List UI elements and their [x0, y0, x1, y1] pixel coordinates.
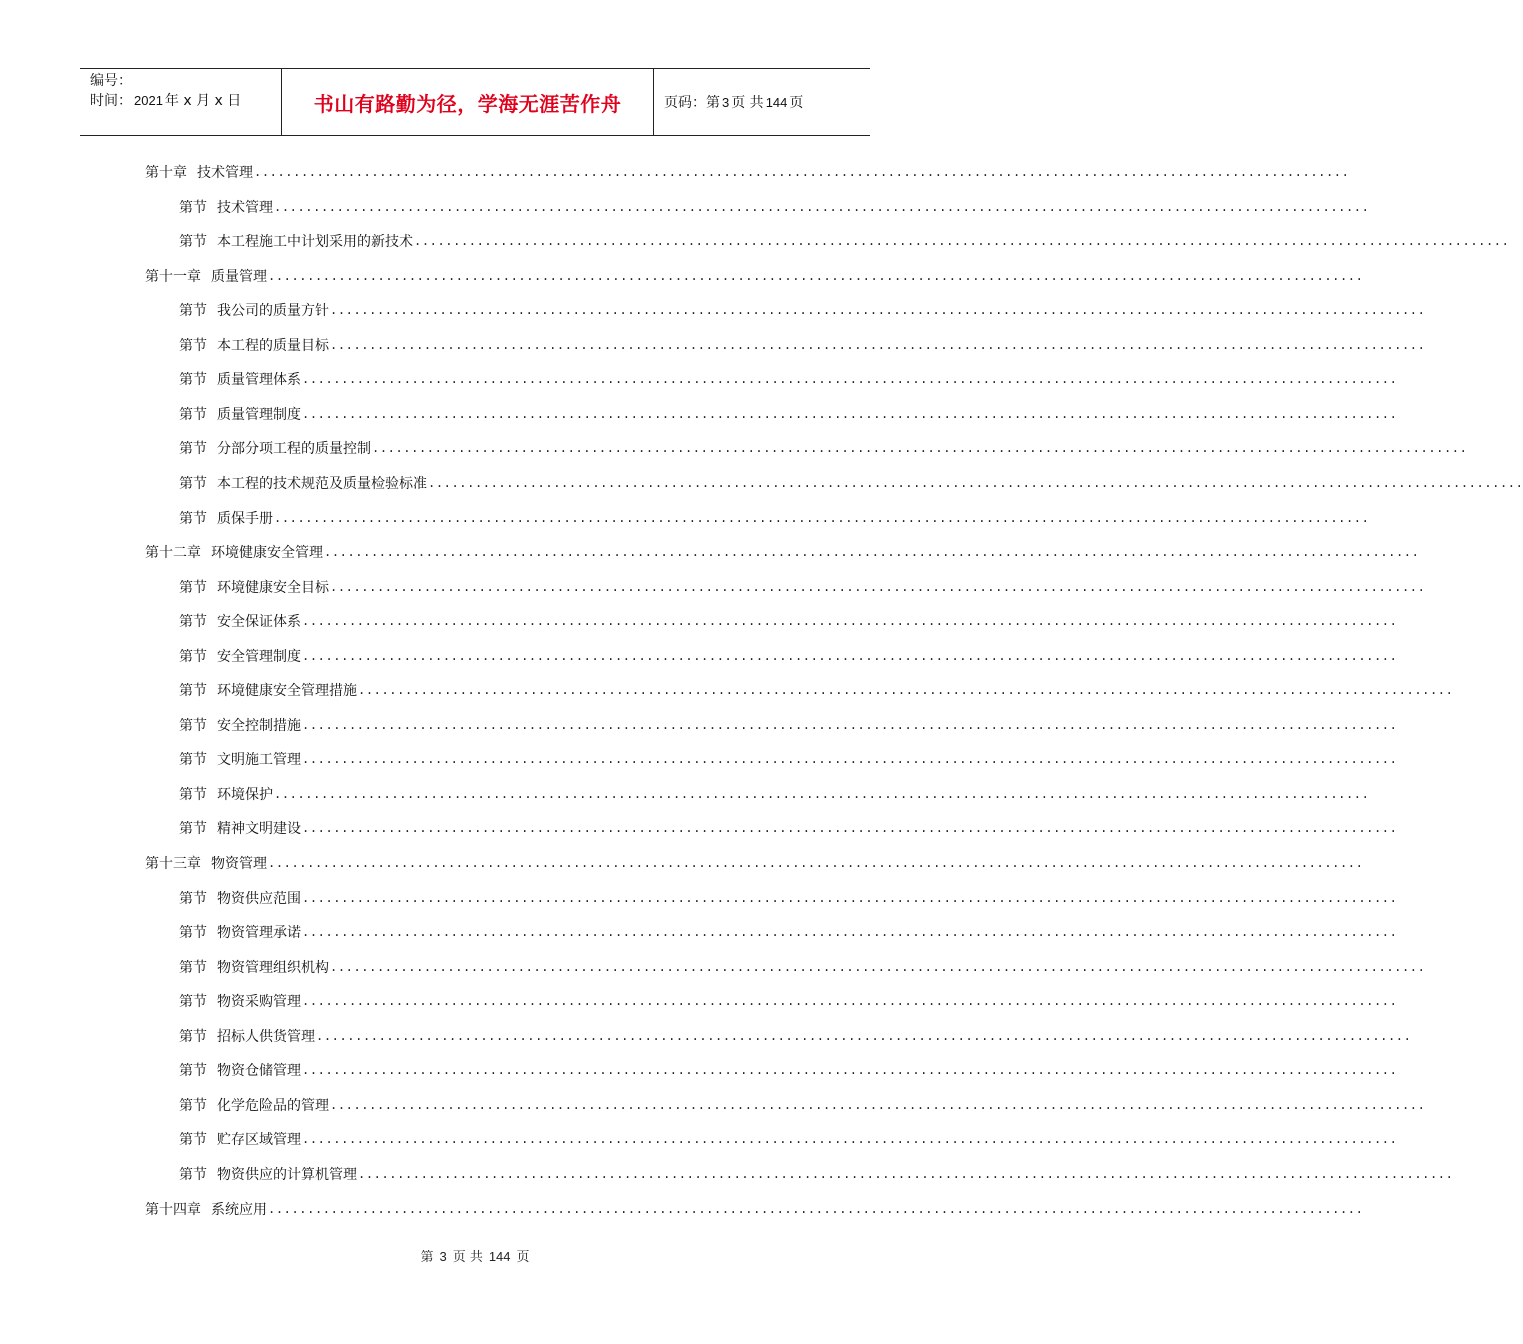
dot-leader: ............................................................................................................................................: [268, 1201, 1364, 1216]
toc-entry-label: 第节: [179, 234, 207, 251]
toc-entry-title: 物资供应范围: [217, 890, 301, 907]
dot-leader: ............................................................................................................................................: [358, 1166, 1454, 1181]
toc-entry-label: 第十一章: [145, 268, 201, 285]
footer-prefix: 第: [420, 1250, 434, 1265]
dot-leader: ............................................................................................................................................: [302, 752, 1398, 767]
footer-total: 144: [488, 1249, 511, 1264]
toc-entry-label: 第节: [179, 337, 207, 354]
toc-section-row[interactable]: [179, 1128, 1398, 1150]
toc-entry-label: 第节: [179, 1132, 207, 1149]
toc-entry-label: 第节: [179, 717, 207, 734]
dot-leader: ............................................................................................................................................: [268, 856, 1364, 870]
toc-entry-title: 物资供应的计算机管理: [217, 1166, 357, 1183]
toc-entry-label: 第节: [179, 579, 207, 596]
toc-entry-label: 第十章: [145, 165, 187, 181]
toc-entry-title: 物资仓储管理: [217, 1063, 301, 1080]
toc-section-row[interactable]: [179, 507, 1370, 529]
toc-entry-label: 第节: [179, 614, 207, 631]
toc-entry-label: 第节: [179, 303, 207, 320]
toc-chapter-row[interactable]: [145, 265, 1364, 287]
toc-entry-label: 第节: [179, 648, 207, 665]
page-label: 页码：第: [664, 95, 720, 111]
toc-entry-label: 第节: [179, 372, 207, 389]
page-total: 144: [765, 94, 788, 110]
toc-entry-title: 质量管理: [211, 268, 267, 285]
toc-entry-title: 环境健康安全管理: [211, 545, 323, 562]
toc-entry-title: 技术管理: [197, 165, 253, 181]
dot-leader: ............................................................................................................................................: [324, 545, 1420, 560]
dot-leader: ............................................................................................................................................: [254, 165, 1350, 179]
dot-leader: ............................................................................................................................................: [302, 1132, 1398, 1147]
toc-entry-title: 环境健康安全目标: [217, 579, 329, 596]
toc-entry-title: 安全控制措施: [217, 717, 301, 734]
dot-leader: ............................................................................................................................................: [302, 821, 1398, 836]
toc-entry-title: 物资管理: [211, 856, 267, 872]
toc-entry-title: 精神文明建设: [217, 821, 301, 838]
dot-leader: ............................................................................................................................................: [330, 1097, 1426, 1112]
dot-leader: ............................................................................................................................................: [302, 994, 1398, 1009]
dot-leader: ............................................................................................................................................: [330, 303, 1426, 318]
dot-leader: ............................................................................................................................................: [428, 475, 1523, 490]
toc-section-row[interactable]: [179, 679, 1454, 701]
toc-section-row[interactable]: [179, 645, 1398, 667]
toc-entry-label: 第十三章: [145, 856, 201, 872]
page-footer: [0, 1246, 950, 1265]
toc-entry-label: 第节: [179, 752, 207, 769]
toc-entry-title: 安全管理制度: [217, 648, 301, 665]
toc-section-row[interactable]: [179, 887, 1398, 909]
toc-section-row[interactable]: [179, 1163, 1454, 1185]
toc-section-row[interactable]: [179, 1059, 1398, 1081]
dot-leader: ............................................................................................................................................: [330, 579, 1426, 594]
toc-section-row[interactable]: [179, 956, 1426, 978]
toc-chapter-row[interactable]: [145, 1198, 1364, 1220]
toc-entry-title: 本工程的质量目标: [217, 337, 329, 354]
toc-section-row[interactable]: [179, 368, 1398, 390]
toc-section-row[interactable]: [179, 230, 1510, 252]
toc-section-row[interactable]: [179, 403, 1398, 425]
toc-entry-label: 第节: [179, 821, 207, 838]
toc-entry-title: 本工程的技术规范及质量检验标准: [217, 475, 427, 492]
toc-entry-label: 第节: [179, 1097, 207, 1114]
toc-section-row[interactable]: [179, 437, 1468, 459]
toc-section-row[interactable]: [179, 817, 1398, 839]
footer-current: 3: [439, 1249, 447, 1264]
dot-leader: ............................................................................................................................................: [302, 372, 1398, 387]
footer-suffix: 页: [516, 1250, 530, 1265]
toc-entry-title: 环境健康安全管理措施: [217, 683, 357, 700]
toc-entry-title: 化学危险品的管理: [217, 1097, 329, 1114]
toc-section-row[interactable]: [179, 783, 1370, 805]
code-label: 编号：: [90, 73, 132, 89]
toc-entry-label: 第节: [179, 1063, 207, 1080]
toc-chapter-row[interactable]: [145, 541, 1420, 563]
dot-leader: ............................................................................................................................................: [302, 717, 1398, 732]
time-rest: 年 x 月 x 日: [164, 93, 242, 109]
toc-entry-title: 物资采购管理: [217, 994, 301, 1011]
toc-entry-title: 我公司的质量方针: [217, 303, 329, 320]
dot-leader: ............................................................................................................................................: [302, 406, 1398, 421]
toc-entry-label: 第十二章: [145, 545, 201, 562]
toc-section-row[interactable]: [179, 610, 1398, 632]
time-label: 时间：: [90, 93, 132, 109]
dot-leader: ............................................................................................................................................: [372, 441, 1468, 456]
dot-leader: ............................................................................................................................................: [274, 199, 1370, 214]
dot-leader: ............................................................................................................................................: [302, 1063, 1398, 1078]
toc-section-row[interactable]: [179, 1025, 1412, 1047]
toc-entry-label: 第节: [179, 406, 207, 423]
toc-chapter-row[interactable]: [145, 161, 1350, 183]
toc-entry-label: 第节: [179, 199, 207, 216]
toc-chapter-row[interactable]: [145, 852, 1364, 874]
toc-entry-label: 第节: [179, 959, 207, 976]
dot-leader: ............................................................................................................................................: [302, 890, 1398, 905]
toc-entry-label: 第十四章: [145, 1201, 201, 1218]
toc-entry-title: 物资管理承诺: [217, 925, 301, 942]
toc-entry-label: 第节: [179, 890, 207, 907]
dot-leader: ............................................................................................................................................: [268, 268, 1364, 283]
toc-entry-title: 贮存区域管理: [217, 1132, 301, 1149]
toc-entry-title: 质量管理体系: [217, 372, 301, 389]
dot-leader: ............................................................................................................................................: [302, 648, 1398, 663]
toc-entry-label: 第节: [179, 1028, 207, 1045]
toc-entry-label: 第节: [179, 510, 207, 527]
toc-entry-title: 文明施工管理: [217, 752, 301, 769]
toc-section-row[interactable]: [179, 921, 1398, 943]
motto: 书山有路勤为径，学海无涯苦作舟: [313, 91, 622, 116]
toc-entry-title: 环境保护: [217, 786, 273, 803]
toc-entry-title: 本工程施工中计划采用的新技术: [217, 234, 413, 251]
toc-entry-title: 物资管理组织机构: [217, 959, 329, 976]
page-current: 3: [722, 94, 730, 110]
toc-section-row[interactable]: [179, 990, 1398, 1012]
toc-entry-title: 质保手册: [217, 510, 273, 527]
toc-entry-label: 第节: [179, 925, 207, 942]
toc-entry-title: 分部分项工程的质量控制: [217, 441, 371, 458]
toc-entry-title: 技术管理: [217, 199, 273, 216]
toc-entry-title: 系统应用: [211, 1201, 267, 1218]
toc-section-row[interactable]: [179, 299, 1426, 321]
toc-entry-label: 第节: [179, 994, 207, 1011]
toc-section-row[interactable]: [179, 196, 1370, 218]
toc-section-row[interactable]: [179, 334, 1426, 356]
toc-entry-label: 第节: [179, 1166, 207, 1183]
footer-mid: 页 共: [452, 1250, 483, 1265]
toc-entry-label: 第节: [179, 683, 207, 700]
toc-section-row[interactable]: [179, 748, 1398, 770]
dot-leader: ............................................................................................................................................: [330, 337, 1426, 352]
page-mid: 页 共: [731, 95, 764, 111]
toc-section-row[interactable]: [179, 714, 1398, 736]
toc-entry-title: 招标人供货管理: [217, 1028, 315, 1045]
dot-leader: ............................................................................................................................................: [330, 959, 1426, 974]
dot-leader: ............................................................................................................................................: [358, 683, 1454, 698]
toc-section-row[interactable]: [179, 472, 1523, 494]
dot-leader: ............................................................................................................................................: [274, 510, 1370, 525]
dot-leader: ............................................................................................................................................: [302, 614, 1398, 629]
page-end: 页: [789, 95, 804, 111]
dot-leader: ............................................................................................................................................: [316, 1028, 1412, 1043]
time-year: 2021: [134, 93, 163, 108]
toc-entry-label: 第节: [179, 441, 207, 458]
toc-entry-title: 安全保证体系: [217, 614, 301, 631]
toc-entry-title: 质量管理制度: [217, 406, 301, 423]
toc-section-row[interactable]: [179, 576, 1426, 598]
dot-leader: ............................................................................................................................................: [274, 786, 1370, 801]
toc-entry-label: 第节: [179, 786, 207, 803]
dot-leader: ............................................................................................................................................: [414, 234, 1510, 249]
toc-entry-label: 第节: [179, 475, 207, 492]
dot-leader: ............................................................................................................................................: [302, 925, 1398, 940]
toc-section-row[interactable]: [179, 1094, 1426, 1116]
